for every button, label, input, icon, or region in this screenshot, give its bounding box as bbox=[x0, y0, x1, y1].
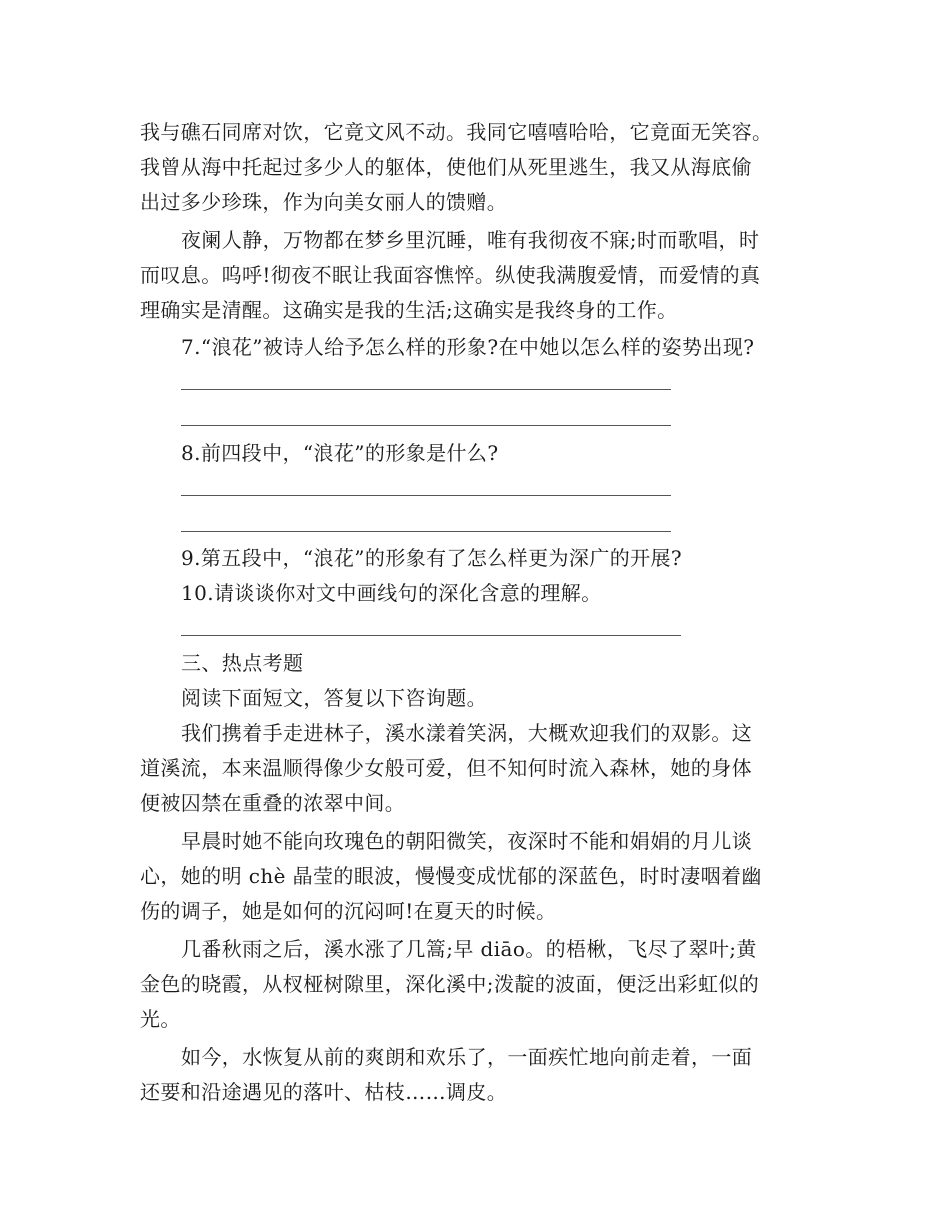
section-instruction: 阅读下面短文，答复以下咨询题。 bbox=[181, 686, 487, 710]
paragraph-line: 我们携着手走进林子，溪水漾着笑涡，大概欢迎我们的双影。这 bbox=[181, 721, 753, 745]
paragraph-line: 光。 bbox=[140, 1007, 181, 1031]
paragraph-line: 出过多少珍珠，作为向美女丽人的馈赠。 bbox=[140, 190, 508, 214]
paragraph-line: 心，她的明 chè 晶莹的眼波，慢慢变成忧郁的深蓝色，时时凄咽着幽 bbox=[140, 864, 762, 888]
question-8: 8.前四段中，“浪花”的形象是什么? bbox=[181, 441, 499, 465]
paragraph-line: 我曾从海中托起过多少人的躯体，使他们从死里逃生，我又从海底偷 bbox=[140, 155, 752, 179]
paragraph-line: 我与礁石同席对饮，它竟文风不动。我同它嘻嘻哈哈，它竟面无笑容。 bbox=[140, 120, 773, 144]
paragraph-line: 如今，水恢复从前的爽朗和欢乐了，一面疾忙地向前走着，一面 bbox=[181, 1045, 753, 1069]
paragraph-line: 便被囚禁在重叠的浓翠中间。 bbox=[140, 791, 406, 815]
paragraph-line: 理确实是清醒。这确实是我的生活;这确实是我终身的工作。 bbox=[140, 298, 678, 322]
paragraph-line: 几番秋雨之后，溪水涨了几篙;早 diāo。的梧楸，飞尽了翠叶;黄 bbox=[181, 937, 757, 961]
paragraph-line: 道溪流，本来温顺得像少女般可爱，但不知何时流入森林，她的身体 bbox=[140, 756, 752, 780]
paragraph-line: 早晨时她不能向玫瑰色的朝阳微笑，夜深时不能和娟娟的月儿谈 bbox=[181, 829, 753, 853]
question-10: 10.请谈谈你对文中画线句的深化含意的理解。 bbox=[181, 581, 602, 605]
answer-line bbox=[181, 531, 671, 532]
answer-line bbox=[181, 425, 671, 426]
answer-line bbox=[181, 389, 671, 390]
question-9: 9.第五段中，“浪花”的形象有了怎么样更为深广的开展? bbox=[181, 546, 683, 570]
paragraph-line: 伤的调子，她是如何的沉闷呵!在夏天的时候。 bbox=[140, 899, 557, 923]
paragraph-line: 而叹息。呜呼!彻夜不眠让我面容憔悴。纵使我满腹爱情，而爱情的真 bbox=[140, 263, 761, 287]
paragraph-line: 还要和沿途遇见的落叶、枯枝……调皮。 bbox=[140, 1080, 508, 1104]
paragraph-line: 夜阑人静，万物都在梦乡里沉睡，唯有我彻夜不寐;时而歌唱，时 bbox=[181, 228, 760, 252]
question-7: 7.“浪花”被诗人给予怎么样的形象?在中她以怎么样的姿势出现? bbox=[181, 335, 755, 359]
section-heading: 三、热点考题 bbox=[181, 651, 304, 675]
answer-line bbox=[181, 495, 671, 496]
answer-line bbox=[181, 635, 681, 636]
paragraph-line: 金色的晓霞，从杈桠树隙里，深化溪中;泼靛的波面，便泛出彩虹似的 bbox=[140, 972, 760, 996]
